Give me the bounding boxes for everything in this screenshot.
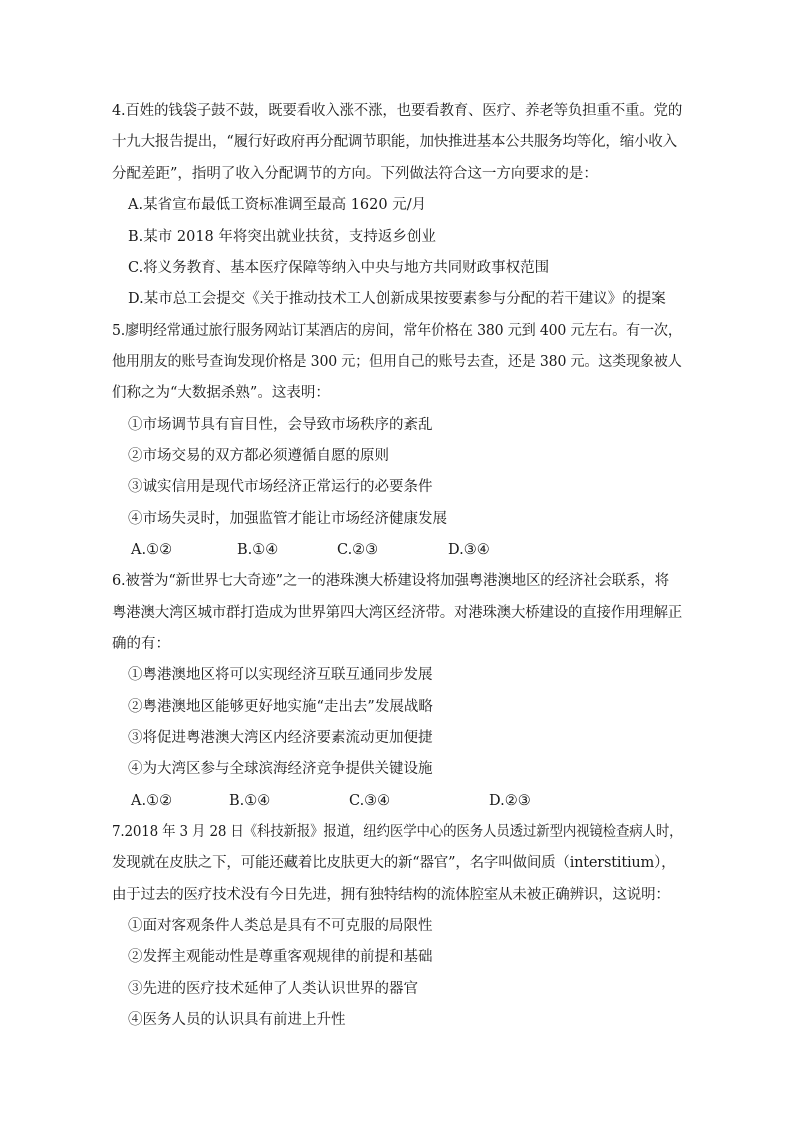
question-5-line-1: 5.廖明经常通过旅行服务网站订某酒店的房间，常年价格在 380 元到 400 元左右。有一次， <box>112 323 682 339</box>
question-5-statement-2: ②市场交易的双方都必须遵循自愿的原则 <box>128 448 389 464</box>
question-6-line-1: 6.被誉为“新世界七大奇迹”之一的港珠澳大桥建设将加强粤港澳地区的经济社会联系，将 <box>112 573 669 589</box>
question-4-option-c: C.将义务教育、基本医疗保障等纳入中央与地方共同财政事权范围 <box>128 260 550 276</box>
question-5-line-2: 他用朋友的账号查询发现价格是 300 元；但用自己的账号去查，还是 380 元。这类现象被人 <box>112 354 682 370</box>
question-5-line-3: 们称之为“大数据杀熟”。这表明： <box>112 385 330 401</box>
question-4-line-3: 分配差距”，指明了收入分配调节的方向。下列做法符合这一方向要求的是： <box>112 166 598 182</box>
question-6-choice-d: D.②③ <box>489 793 531 809</box>
question-7-statement-1: ①面对客观条件人类总是具有不可克服的局限性 <box>128 918 433 934</box>
question-6-choice-b: B.①④ <box>229 793 271 809</box>
question-6-statement-2: ②粤港澳地区能够更好地实施“走出去”发展战略 <box>128 699 433 715</box>
question-6-line-3: 确的有： <box>112 636 170 652</box>
question-6-choice-a: A.①② <box>131 793 173 809</box>
question-5-choice-b: B.①④ <box>237 542 279 558</box>
question-7-line-1: 7.2018 年 3 月 28 日《科技新报》报道，纽约医学中心的医务人员透过新型内视镜检查病人时， <box>112 824 683 840</box>
question-5-choice-d: D.③④ <box>448 542 490 558</box>
question-6-statement-1: ①粤港澳地区将可以实现经济互联互通同步发展 <box>128 667 433 683</box>
question-4-line-1: 4.百姓的钱袋子鼓不鼓，既要看收入涨不涨，也要看教育、医疗、养老等负担重不重。党的 <box>112 103 683 119</box>
question-6-line-2: 粤港澳大湾区城市群打造成为世界第四大湾区经济带。对港珠澳大桥建设的直接作用理解正 <box>112 605 682 621</box>
question-4-option-a: A.某省宣布最低工资标准调至最高 1620 元/月 <box>128 197 427 213</box>
question-5-statement-1: ①市场调节具有盲目性，会导致市场秩序的紊乱 <box>128 417 433 433</box>
question-6-choice-c: C.③④ <box>349 793 391 809</box>
question-5-choice-c: C.②③ <box>337 542 379 558</box>
question-5-statement-3: ③诚实信用是现代市场经济正常运行的必要条件 <box>128 479 433 495</box>
question-7-statement-4: ④医务人员的认识具有前进上升性 <box>128 1012 346 1028</box>
question-6-statement-3: ③将促进粤港澳大湾区内经济要素流动更加便捷 <box>128 730 433 746</box>
question-4-option-b: B.某市 2018 年将突出就业扶贫，支持返乡创业 <box>128 229 436 245</box>
question-5-statement-4: ④市场失灵时，加强监管才能让市场经济健康发展 <box>128 511 447 527</box>
question-7-line-3: 由于过去的医疗技术没有今日先进，拥有独特结构的流体腔室从未被正确辨识，这说明： <box>112 887 670 903</box>
question-7-statement-2: ②发挥主观能动性是尊重客观规律的前提和基础 <box>128 949 433 965</box>
question-5-choice-a: A.①② <box>131 542 173 558</box>
question-4-line-2: 十九大报告提出，“履行好政府再分配调节职能，加快推进基本公共服务均等化，缩小收入 <box>112 134 677 150</box>
question-7-line-2: 发现就在皮肤之下，可能还藏着比皮肤更大的新“器官”，名字叫做间质（interstitium）， <box>112 855 676 871</box>
question-4-option-d: D.某市总工会提交《关于推动技术工人创新成果按要素参与分配的若干建议》的提案 <box>128 291 666 307</box>
question-7-statement-3: ③先进的医疗技术延伸了人类认识世界的器官 <box>128 981 418 997</box>
question-6-statement-4: ④为大湾区参与全球滨海经济竞争提供关键设施 <box>128 761 433 777</box>
